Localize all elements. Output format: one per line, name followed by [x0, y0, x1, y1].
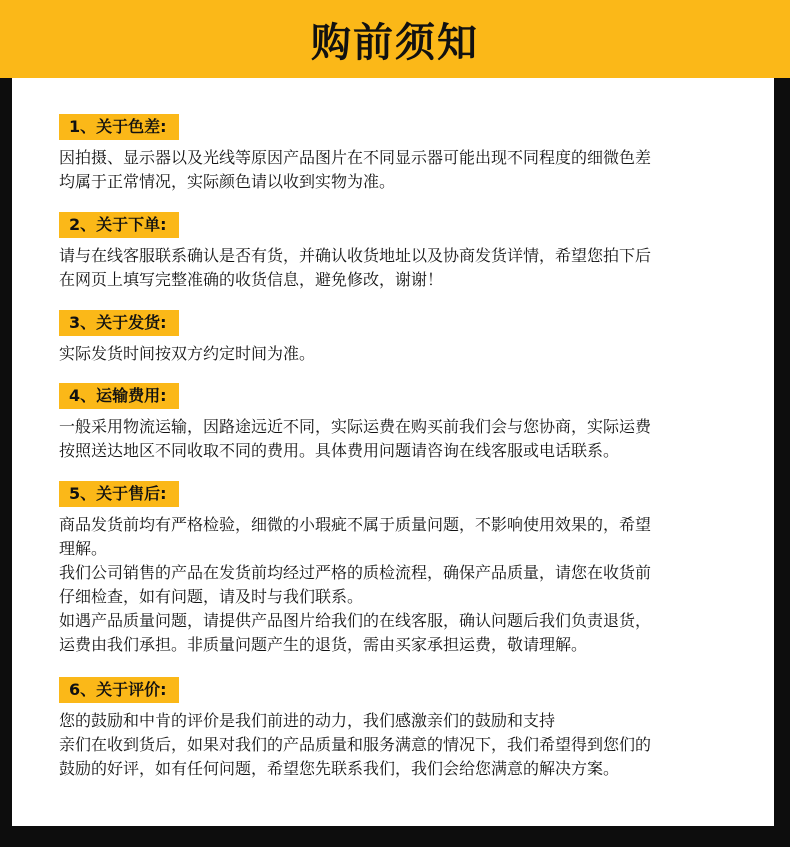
paragraph: 仔细检查，如有问题，请及时与我们联系。	[59, 587, 364, 606]
section-after-sales	[59, 481, 739, 657]
section-label: 5、关于售后:	[59, 481, 179, 507]
paragraph: 因拍摄、显示器以及光线等原因产品图片在不同显示器可能出现不同程度的细微色差	[59, 148, 652, 167]
paragraph: 理解。	[59, 539, 108, 558]
paragraph: 运费由我们承担。非质量问题产生的退货，需由买家承担运费，敬请理解。	[59, 635, 588, 654]
section-label: 1、关于色差:	[59, 114, 179, 140]
paragraph: 如遇产品质量问题，请提供产品图片给我们的在线客服，确认问题后我们负责退货，	[59, 611, 652, 630]
section-shipping	[59, 310, 739, 366]
header-banner	[0, 0, 790, 78]
paragraph: 实际发货时间按双方约定时间为准。	[59, 344, 316, 363]
paragraph: 均属于正常情况，实际颜色请以收到实物为准。	[59, 172, 396, 191]
paragraph: 按照送达地区不同收取不同的费用。具体费用问题请咨询在线客服或电话联系。	[59, 441, 620, 460]
section-label: 4、运输费用:	[59, 383, 179, 409]
section-color-difference	[59, 114, 739, 194]
paragraph: 请与在线客服联系确认是否有货，并确认收货地址以及协商发货详情，希望您拍下后	[59, 246, 652, 265]
section-label: 3、关于发货:	[59, 310, 179, 336]
section-label: 2、关于下单:	[59, 212, 179, 238]
paragraph: 鼓励的好评，如有任何问题，希望您先联系我们，我们会给您满意的解决方案。	[59, 759, 620, 778]
notice-card	[12, 78, 774, 826]
section-ordering	[59, 212, 739, 292]
paragraph: 我们公司销售的产品在发货前均经过严格的质检流程，确保产品质量，请您在收货前	[59, 563, 652, 582]
paragraph: 在网页上填写完整准确的收货信息，避免修改，谢谢！	[59, 270, 444, 289]
paragraph: 商品发货前均有严格检验，细微的小瑕疵不属于质量问题，不影响使用效果的，希望	[59, 515, 652, 534]
paragraph: 一般采用物流运输，因路途远近不同，实际运费在购买前我们会与您协商，实际运费	[59, 417, 652, 436]
section-reviews	[59, 677, 739, 781]
page-title: 购前须知	[311, 19, 479, 66]
section-label: 6、关于评价:	[59, 677, 179, 703]
paragraph: 亲们在收到货后，如果对我们的产品质量和服务满意的情况下，我们希望得到您们的	[59, 735, 652, 754]
section-freight-cost	[59, 383, 739, 463]
paragraph: 您的鼓励和中肯的评价是我们前进的动力，我们感激亲们的鼓励和支持	[59, 711, 556, 730]
